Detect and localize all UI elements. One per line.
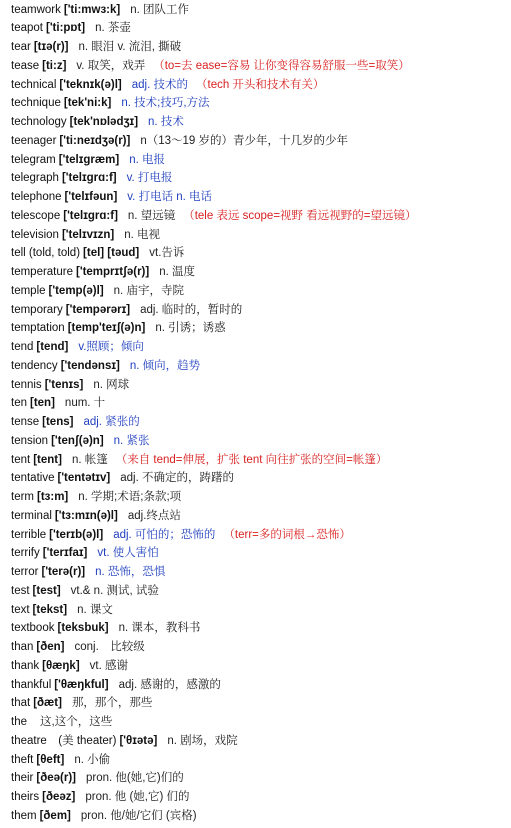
entry-word: thankful bbox=[11, 678, 52, 691]
entry-phonetic: [ðeəz] bbox=[42, 791, 76, 803]
entry-phonetic: [test] bbox=[32, 584, 61, 597]
entry-word: terrible bbox=[11, 528, 47, 541]
entry-phonetic: ['telɪgræm] bbox=[58, 153, 120, 166]
vocab-entry bbox=[11, 788, 507, 807]
vocab-entry bbox=[11, 582, 507, 601]
vocab-entry bbox=[11, 169, 507, 188]
vocab-entry bbox=[11, 619, 507, 638]
vocab-entry bbox=[11, 76, 507, 95]
entry-definition: n. 团队工作 bbox=[130, 3, 190, 16]
entry-phonetic: ['ti:neɪdʒə(r)] bbox=[59, 134, 131, 147]
entry-definition: v. 打电话 n. 电话 bbox=[127, 191, 213, 203]
entry-phonetic: ['temp(ə)l] bbox=[48, 284, 104, 297]
entry-word: their bbox=[11, 772, 34, 785]
entry-phonetic: [ðen] bbox=[36, 641, 65, 653]
entry-word: term bbox=[11, 491, 34, 503]
entry-definition: n. 眼泪 v. 流泪, 撕破 bbox=[78, 41, 182, 53]
vocab-entry bbox=[11, 151, 507, 170]
entry-word: theirs bbox=[11, 791, 40, 803]
entry-phonetic: ['telɪfəun] bbox=[64, 191, 118, 203]
vocab-entry bbox=[11, 413, 507, 432]
entry-phonetic: [tent] bbox=[33, 453, 62, 466]
vocab-entry bbox=[11, 807, 507, 826]
entry-word: temple bbox=[11, 284, 46, 297]
entry-phonetic: ['terɪb(ə)l] bbox=[49, 528, 104, 541]
vocab-entry bbox=[11, 751, 507, 770]
entry-word: teenager bbox=[11, 134, 57, 147]
entry-word: text bbox=[11, 603, 30, 616]
entry-word: terrify bbox=[11, 547, 40, 560]
entry-word: tell (told, told) bbox=[11, 247, 81, 260]
entry-mnemonic: （tele 表远 scope=视野 看远视野的=望远镜） bbox=[183, 209, 417, 222]
entry-definition: n. 课本，教科书 bbox=[118, 622, 201, 635]
entry-word: television bbox=[11, 228, 59, 241]
entry-definition: n. 学期;术语;条款;项 bbox=[78, 491, 182, 503]
entry-definition: n. 网球 bbox=[93, 378, 130, 391]
entry-word: tendency bbox=[11, 359, 58, 372]
vocab-entry bbox=[11, 488, 507, 507]
entry-definition: adj. 技术的 bbox=[131, 78, 188, 91]
vocab-entry bbox=[11, 357, 507, 376]
entry-word: tentative bbox=[11, 472, 55, 485]
entry-phonetic: ['ti:mwɜ:k] bbox=[63, 3, 121, 16]
vocab-entry bbox=[11, 226, 507, 245]
entry-phonetic: [θeft] bbox=[36, 753, 65, 766]
entry-word: theft bbox=[11, 753, 34, 766]
entry-definition: v. 打电报 bbox=[126, 172, 173, 185]
vocab-entry bbox=[11, 57, 507, 76]
entry-phonetic: [ðeə(r)] bbox=[36, 772, 76, 785]
entry-phonetic: ['tenɪs] bbox=[44, 378, 84, 391]
entry-word: tennis bbox=[11, 378, 42, 391]
entry-word: telescope bbox=[11, 209, 61, 222]
entry-phonetic: [temp'teɪʃ(ə)n] bbox=[67, 322, 146, 335]
entry-definition: n. 倾向，趋势 bbox=[129, 359, 201, 372]
entry-phonetic: ['tenʃ(ə)n] bbox=[51, 434, 104, 447]
vocab-entry bbox=[11, 563, 507, 582]
entry-word: than bbox=[11, 641, 34, 653]
entry-definition: v.照顾；倾向 bbox=[78, 341, 144, 353]
entry-phonetic: ['tentətɪv] bbox=[57, 472, 111, 485]
entry-phonetic: ['terɪfaɪ] bbox=[42, 547, 88, 560]
vocab-entry bbox=[11, 638, 507, 657]
entry-definition: vt.& n. 测试, 试验 bbox=[70, 584, 159, 597]
entry-word: test bbox=[11, 584, 30, 597]
entry-word: textbook bbox=[11, 622, 55, 635]
entry-definition: adj. 临时的，暂时的 bbox=[140, 303, 243, 316]
entry-phonetic: ['ti:pɒt] bbox=[45, 22, 86, 35]
entry-word: tend bbox=[11, 341, 34, 353]
entry-definition: n（13～19 岁的）青少年，十几岁的少年 bbox=[140, 134, 349, 147]
entry-definition: adj. 可怕的；恐怖的 bbox=[113, 528, 216, 541]
entry-definition: n. 望远镜 bbox=[127, 209, 176, 222]
vocab-entry bbox=[11, 507, 507, 526]
entry-definition: pron. 他/她/它们 (宾格) bbox=[80, 809, 197, 822]
entry-definition: vt. 使人害怕 bbox=[97, 547, 159, 560]
entry-word: technical bbox=[11, 78, 57, 91]
vocab-entry bbox=[11, 244, 507, 263]
entry-word: the bbox=[11, 716, 27, 728]
vocab-entry bbox=[11, 376, 507, 395]
entry-phonetic: [ðæt] bbox=[33, 697, 62, 710]
entry-mnemonic: （terr=多的词根→恐怖） bbox=[223, 528, 351, 541]
entry-phonetic: ['tendənsɪ] bbox=[60, 359, 120, 372]
vocab-entry bbox=[11, 469, 507, 488]
entry-phonetic: ['θɪətə] bbox=[119, 734, 158, 747]
entry-phonetic: [ðem] bbox=[39, 809, 71, 822]
entry-word: that bbox=[11, 697, 31, 710]
vocab-entry bbox=[11, 19, 507, 38]
vocab-entry bbox=[11, 1, 507, 20]
entry-definition: n. 技术;技巧,方法 bbox=[121, 97, 210, 110]
entry-word: temporary bbox=[11, 303, 63, 316]
entry-mnemonic: （tech 开头和技术有关） bbox=[196, 78, 325, 91]
entry-phonetic: [tek'ni:k] bbox=[63, 97, 112, 110]
entry-mnemonic: （来自 tend=伸展，扩张 tent 向往扩张的空间=帐篷） bbox=[115, 453, 388, 466]
entry-definition: pron. 他 (她,它) 们的 bbox=[85, 791, 190, 803]
vocab-entry bbox=[11, 713, 507, 732]
vocab-entry bbox=[11, 676, 507, 695]
vocab-entry bbox=[11, 694, 507, 713]
entry-definition: conj. 比较级 bbox=[74, 641, 145, 653]
entry-word: tense bbox=[11, 416, 40, 428]
entry-definition: 那，那个，那些 bbox=[71, 697, 153, 710]
entry-definition: n. 帐篷 bbox=[71, 453, 108, 466]
vocab-entry bbox=[11, 451, 507, 470]
entry-word: theatre (美 theater) bbox=[11, 734, 117, 747]
vocab-entry bbox=[11, 188, 507, 207]
entry-phonetic: ['terə(r)] bbox=[41, 566, 86, 578]
entry-phonetic: ['telɪgrɑ:f] bbox=[61, 172, 117, 185]
entry-word: telegram bbox=[11, 153, 56, 166]
vocab-entry bbox=[11, 301, 507, 320]
entry-phonetic: ['tempərərɪ] bbox=[65, 303, 131, 316]
entry-phonetic: ['telɪvɪzn] bbox=[61, 228, 115, 241]
entry-phonetic: ['tɜ:mɪn(ə)l] bbox=[54, 509, 118, 522]
entry-word: tease bbox=[11, 59, 40, 72]
entry-definition: vt.告诉 bbox=[149, 247, 185, 260]
entry-word: terminal bbox=[11, 509, 52, 522]
entry-definition: v. 取笑，戏弄 bbox=[76, 59, 146, 72]
entry-word: teamwork bbox=[11, 3, 61, 16]
entry-definition: n. 引诱；诱惑 bbox=[155, 322, 226, 335]
vocab-entry bbox=[11, 432, 507, 451]
entry-word: tent bbox=[11, 453, 31, 466]
entry-definition: adj. 不确定的，踌躇的 bbox=[120, 472, 234, 485]
entry-definition: n. 恐怖，恐惧 bbox=[95, 566, 166, 578]
entry-definition: pron. 他(她,它)们的 bbox=[86, 772, 184, 785]
entry-word: telephone bbox=[11, 191, 62, 203]
vocab-entry bbox=[11, 769, 507, 788]
entry-phonetic: [ti:z] bbox=[42, 59, 67, 72]
entry-definition: n. 剧场，戏院 bbox=[167, 734, 238, 747]
entry-definition: n. 课文 bbox=[77, 603, 113, 616]
entry-phonetic: [θæŋk] bbox=[42, 659, 80, 672]
entry-definition: num. 十 bbox=[64, 397, 106, 410]
entry-mnemonic: （to=去 ease=容易 让你变得容易舒服一些=取笑） bbox=[153, 59, 410, 72]
vocab-entry bbox=[11, 338, 507, 357]
entry-word: temptation bbox=[11, 322, 65, 335]
entry-phonetic: [tek'nɒlədʒɪ] bbox=[69, 116, 139, 128]
vocab-entry bbox=[11, 319, 507, 338]
entry-word: telegraph bbox=[11, 172, 59, 185]
entry-definition: n. 小偷 bbox=[74, 753, 111, 766]
entry-phonetic: [tɪə(r)] bbox=[33, 41, 69, 53]
vocab-entry bbox=[11, 282, 507, 301]
entry-definition: vt. 感谢 bbox=[89, 659, 129, 672]
entry-word: terror bbox=[11, 566, 39, 578]
entry-phonetic: ['telɪgrɑ:f] bbox=[63, 209, 118, 222]
entry-phonetic: [tend] bbox=[36, 341, 69, 353]
entry-phonetic: [tɜ:m] bbox=[37, 491, 69, 503]
entry-word: thank bbox=[11, 659, 40, 672]
entry-phonetic: [ten] bbox=[30, 397, 55, 410]
entry-word: temperature bbox=[11, 266, 74, 278]
entry-definition: n. 庙宇，寺院 bbox=[113, 284, 184, 297]
entry-definition: adj. 紧张的 bbox=[83, 416, 140, 428]
entry-phonetic: ['temprɪtʃə(r)] bbox=[76, 266, 150, 278]
vocab-entry bbox=[11, 526, 507, 545]
entry-phonetic: ['teknɪk(ə)l] bbox=[59, 78, 122, 91]
vocab-entry bbox=[11, 38, 507, 57]
entry-definition: n. 茶壶 bbox=[95, 22, 131, 35]
entry-definition: n. 温度 bbox=[159, 266, 196, 278]
entry-word: teapot bbox=[11, 22, 43, 35]
entry-word: technique bbox=[11, 97, 61, 110]
vocab-entry bbox=[11, 263, 507, 282]
entry-phonetic: [tel] [təud] bbox=[83, 247, 140, 260]
vocab-entry bbox=[11, 657, 507, 676]
vocab-entry bbox=[11, 132, 507, 151]
entry-definition: adj. 感谢的，感激的 bbox=[118, 678, 221, 691]
entry-word: technology bbox=[11, 116, 67, 128]
entry-definition: n. 紧张 bbox=[113, 434, 150, 447]
vocab-entry bbox=[11, 544, 507, 563]
vocab-entry bbox=[11, 94, 507, 113]
entry-phonetic: [tens] bbox=[42, 416, 74, 428]
entry-definition: n. 电视 bbox=[124, 228, 161, 241]
entry-definition: n. 技术 bbox=[148, 116, 184, 128]
entry-word: them bbox=[11, 809, 37, 822]
entry-definition: adj.终点站 bbox=[127, 509, 181, 522]
entry-definition: 这,这个，这些 bbox=[40, 716, 113, 728]
entry-phonetic: [tekst] bbox=[32, 603, 68, 616]
vocab-entry bbox=[11, 601, 507, 620]
entry-word: tension bbox=[11, 434, 49, 447]
entry-word: ten bbox=[11, 397, 27, 410]
vocab-entry bbox=[11, 394, 507, 413]
entry-word: tear bbox=[11, 41, 31, 53]
vocab-entry bbox=[11, 113, 507, 132]
vocab-entry bbox=[11, 732, 507, 751]
vocab-entry bbox=[11, 207, 507, 226]
entry-phonetic: [teksbuk] bbox=[57, 622, 109, 635]
entry-definition: n. 电报 bbox=[129, 153, 165, 166]
entry-phonetic: ['θæŋkful] bbox=[54, 678, 109, 691]
